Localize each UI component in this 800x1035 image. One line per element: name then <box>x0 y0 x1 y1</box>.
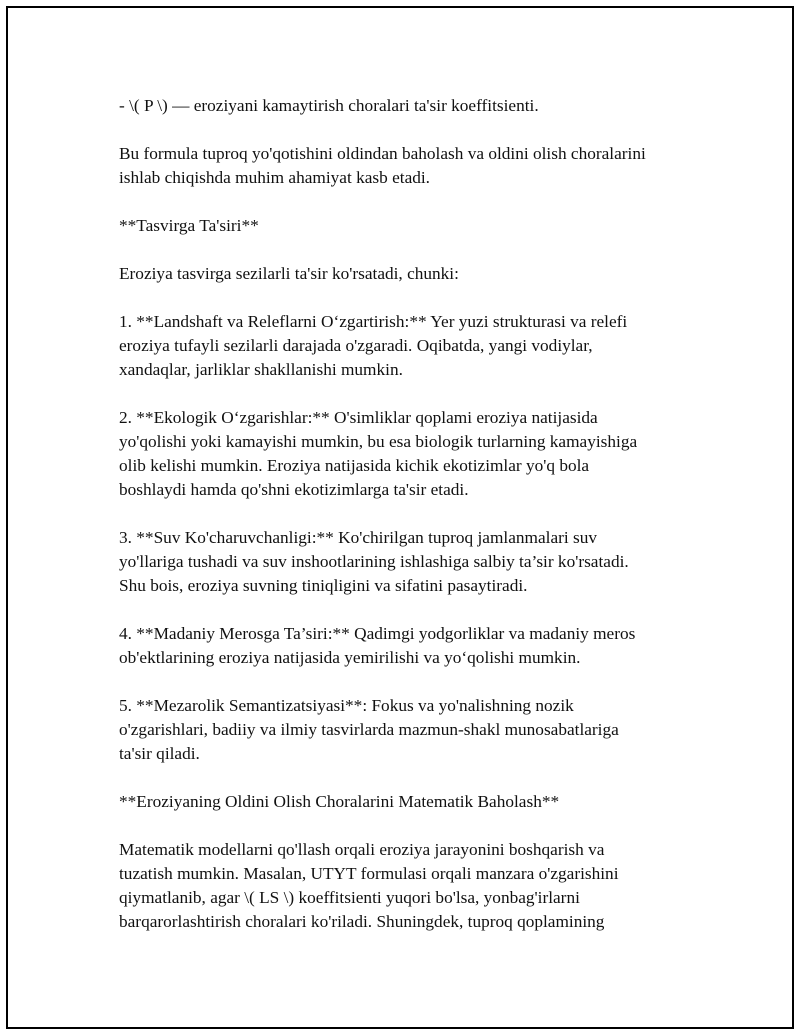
text-line: tuzatish mumkin. Masalan, UTYT formulasi orqali manzara o'zgarishini <box>119 864 619 883</box>
text-line: **Eroziyaning Oldini Olish Choralarini Matematik Baholash** <box>119 792 560 811</box>
paragraph <box>119 406 699 502</box>
paragraph <box>119 142 699 190</box>
text-line: qiymatlanib, agar \( LS \) koeffitsienti yuqori bo'lsa, yonbag'irlarni <box>119 888 580 907</box>
text-line: yo'llariga tushadi va suv inshootlarining ishlashiga salbiy ta’sir ko'rsatadi. <box>119 552 629 571</box>
text-line: olib kelishi mumkin. Eroziya natijasida kichik ekotizimlar yo'q bola <box>119 456 590 475</box>
text-line: ishlab chiqishda muhim ahamiyat kasb etadi. <box>119 168 430 187</box>
document-body <box>119 94 699 958</box>
paragraph <box>119 310 699 382</box>
paragraph <box>119 790 699 814</box>
text-line: boshlaydi hamda qo'shni ekotizimlarga ta'sir etadi. <box>119 480 469 499</box>
text-line: Matematik modellarni qo'llash orqali eroziya jarayonini boshqarish va <box>119 840 605 859</box>
text-line: 1. **Landshaft va Releflarni O‘zgartirish:** Yer yuzi strukturasi va relefi <box>119 312 628 331</box>
document-page <box>6 6 794 1029</box>
text-line: 2. **Ekologik O‘zgarishlar:** O'simliklar qoplami eroziya natijasida <box>119 408 598 427</box>
text-line: Bu formula tuproq yo'qotishini oldindan baholash va oldini olish choralarini <box>119 144 646 163</box>
paragraph <box>119 262 699 286</box>
text-line: - \( P \) — eroziyani kamaytirish choralari ta'sir koeffitsienti. <box>119 96 539 115</box>
paragraph <box>119 694 699 766</box>
paragraph <box>119 94 699 118</box>
text-line: xandaqlar, jarliklar shakllanishi mumkin. <box>119 360 403 379</box>
text-line: 5. **Mezarolik Semantizatsiyasi**: Fokus va yo'nalishning nozik <box>119 696 574 715</box>
text-line: 4. **Madaniy Merosga Ta’siri:** Qadimgi yodgorliklar va madaniy meros <box>119 624 636 643</box>
text-line: **Tasvirga Ta'siri** <box>119 216 259 235</box>
text-line: o'zgarishlari, badiiy va ilmiy tasvirlarda mazmun-shakl munosabatlariga <box>119 720 619 739</box>
paragraph <box>119 214 699 238</box>
text-line: Eroziya tasvirga sezilarli ta'sir ko'rsatadi, chunki: <box>119 264 459 283</box>
text-line: Shu bois, eroziya suvning tiniqligini va sifatini pasaytiradi. <box>119 576 528 595</box>
paragraph <box>119 838 699 934</box>
text-line: ob'ektlarining eroziya natijasida yemirilishi va yo‘qolishi mumkin. <box>119 648 581 667</box>
paragraph <box>119 526 699 598</box>
text-line: ta'sir qiladi. <box>119 744 200 763</box>
text-line: yo'qolishi yoki kamayishi mumkin, bu esa biologik turlarning kamayishiga <box>119 432 638 451</box>
text-line: barqarorlashtirish choralari ko'riladi. Shuningdek, tuproq qoplamining <box>119 912 605 931</box>
text-line: 3. **Suv Ko'charuvchanligi:** Ko'chirilgan tuproq jamlanmalari suv <box>119 528 598 547</box>
text-line: eroziya tufayli sezilarli darajada o'zgaradi. Oqibatda, yangi vodiylar, <box>119 336 593 355</box>
paragraph <box>119 622 699 670</box>
